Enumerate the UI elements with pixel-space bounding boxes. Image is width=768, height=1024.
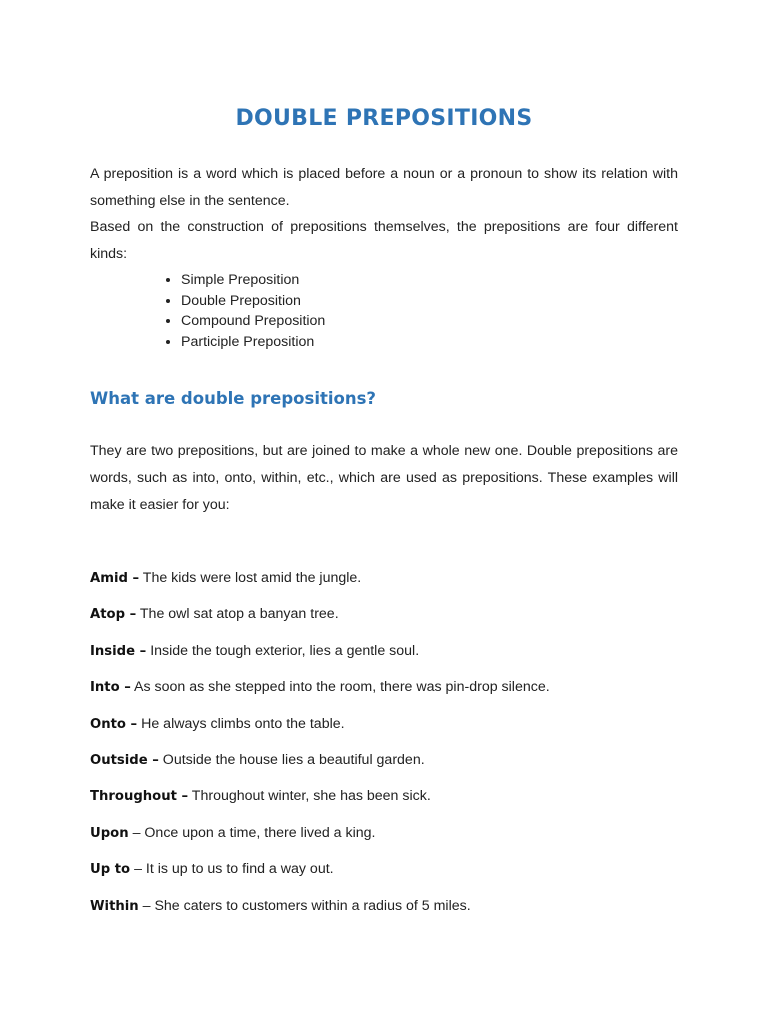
example-item	[90, 602, 690, 638]
example-sentence: As soon as she stepped into the room, there was pin-drop silence.	[134, 679, 550, 696]
example-sentence: – She caters to customers within a radius of 5 miles.	[142, 897, 471, 914]
list-item: • Double Preposition	[181, 291, 325, 312]
example-term: Inside –	[90, 643, 147, 659]
example-term: Outside –	[90, 752, 159, 768]
examples-list	[90, 566, 690, 930]
example-term: Within	[90, 898, 139, 914]
example-item	[90, 675, 690, 711]
example-item	[90, 894, 690, 930]
explanation-paragraph: They are two prepositions, but are joined to make a whole new one. Double prepositions are words, such as into, onto, within, etc., which are used as prepositions. These examples will make it easier for you:	[90, 443, 678, 513]
example-sentence: The kids were lost amid the jungle.	[142, 570, 362, 586]
list-item: • Simple Preposition	[181, 270, 325, 291]
example-term: Onto –	[90, 716, 138, 732]
example-item	[90, 821, 690, 857]
example-item	[90, 712, 690, 748]
preposition-kinds-list	[156, 270, 325, 352]
list-item: • Participle Preposition	[181, 332, 325, 353]
example-item	[90, 639, 690, 675]
example-term: Up to	[90, 862, 131, 878]
example-item	[90, 748, 690, 784]
list-item: • Compound Preposition	[181, 311, 325, 332]
example-sentence: – Once upon a time, there lived a king.	[132, 824, 376, 841]
example-item	[90, 857, 690, 893]
example-sentence: Inside the tough exterior, lies a gentle soul.	[150, 642, 420, 659]
example-item	[90, 784, 690, 820]
example-term: Atop –	[90, 607, 137, 623]
example-term: Into –	[90, 680, 131, 696]
example-sentence: Outside the house lies a beautiful garden.	[162, 751, 425, 768]
example-sentence: – It is up to us to find a way out.	[134, 861, 334, 878]
example-term: Throughout –	[90, 789, 189, 805]
example-item	[90, 566, 690, 602]
example-sentence: Throughout winter, she has been sick.	[191, 788, 431, 805]
example-term: Upon	[90, 825, 129, 841]
example-sentence: The owl sat atop a banyan tree.	[139, 606, 339, 623]
example-term: Amid –	[90, 571, 140, 586]
section-heading: What are double prepositions?	[90, 389, 376, 408]
example-sentence: He always climbs onto the table.	[141, 715, 345, 732]
intro-paragraph-1: A preposition is a word which is placed before a noun or a pronoun to show its relation with something else in the sentence.	[90, 166, 678, 209]
intro-paragraph-2: Based on the construction of prepositions themselves, the prepositions are four different kinds:	[90, 219, 678, 262]
intro-section	[90, 161, 678, 267]
page-title: DOUBLE PREPOSITIONS	[235, 106, 533, 131]
